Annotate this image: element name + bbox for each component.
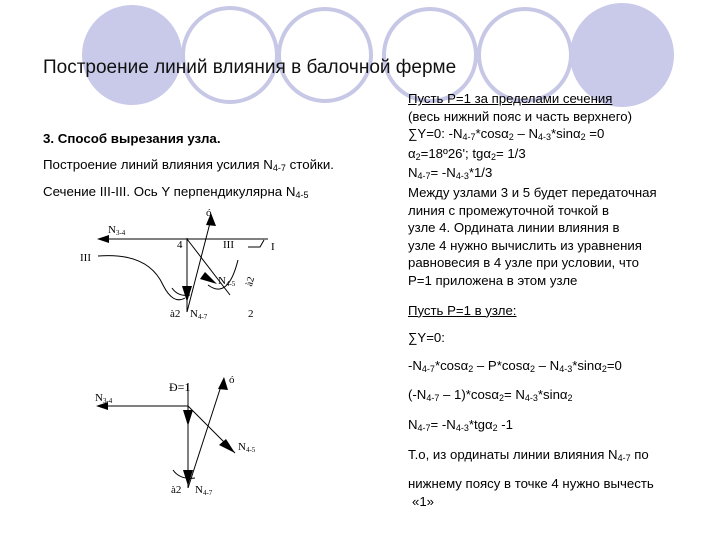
section-line — [98, 256, 185, 300]
p2-line5: равновесия в 4 узле при условии, что — [408, 255, 639, 271]
diagram1-label-a2: à2 — [170, 308, 181, 320]
deco-circle-filled-1 — [82, 5, 182, 105]
p3-eq2: -N4-7*cosα2 – P*cosα2 – N4-3*sinα2=0 — [408, 357, 622, 374]
diagram1-label-n34: N3-4 — [108, 224, 126, 237]
p3-eq4: N4-7= -N4-3*tgα2 -1 — [408, 416, 514, 433]
diagram2-label-a2: à2 — [171, 484, 182, 496]
p2-line6: Р=1 приложена в этом узле — [408, 272, 578, 288]
diagram1-label-n47: N4-7 — [190, 308, 208, 321]
p4-line2: нижнему поясу в точке 4 нужно вычесть — [408, 476, 654, 492]
diagram1-label-a2-side: à2 — [243, 275, 258, 288]
diagram2-label-p1: Ð=1 — [169, 380, 191, 394]
p3-eq1: ∑Y=0: — [408, 330, 445, 346]
right-text-block — [408, 90, 718, 510]
p1-arrow — [183, 410, 193, 426]
diagram1-label-i: I — [271, 241, 275, 253]
n34-arrow — [97, 235, 109, 243]
deco-circle-ring-2 — [279, 9, 371, 101]
left-text-block — [43, 126, 334, 206]
diagram1-label-iii-top: III — [223, 239, 234, 251]
diagram1-label-y: ó — [206, 207, 212, 219]
p1-line2: (весь нижний пояс и часть верхнего) — [408, 108, 632, 124]
node-diagram-1 — [78, 200, 278, 325]
y-axis-arrow — [218, 377, 228, 390]
diagram1-label-node: 4 — [177, 239, 183, 251]
p3-title: Пусть Р=1 в узле: — [408, 302, 517, 318]
p2-line3: узле 4. Ордината линии влияния в — [408, 220, 620, 236]
p2-line2: линия с промежуточной точкой в — [408, 202, 609, 218]
section-line-right — [248, 240, 264, 247]
p2-line4: узле 4 нужно вычислить из уравнения — [408, 237, 642, 253]
n45-arrow — [200, 272, 217, 284]
diagram1-label-n45: N4-5 — [218, 275, 236, 288]
p4-line1: Т.о, из ординаты линии влияния N4-7 по — [408, 446, 649, 463]
diagram2-label-n47: N4-7 — [195, 484, 213, 497]
method-line-3: Сечение III-III. Ось Y перпендикулярна N4-5 — [43, 184, 309, 200]
eq1: ∑Y=0: -N4-7*cosα2 – N4-3*sinα2 =0 — [408, 126, 605, 143]
eq3: N4-7= -N4-3*1/3 — [408, 165, 493, 182]
method-heading: 3. Способ вырезания узла. — [43, 131, 221, 146]
slide-title: Построение линий влияния в балочной ферме — [43, 57, 457, 78]
deco-circle-ring-4 — [479, 9, 571, 101]
method-line-2: Построение линий влияния усилия N4-7 стойки. — [43, 157, 334, 173]
deco-circle-ring-1 — [183, 8, 277, 102]
deco-circle-ring-3 — [384, 9, 476, 101]
node-diagram-2 — [85, 368, 285, 503]
p3-eq3: (-N4-7 – 1)*cosα2= N4-3*sinα2 — [408, 387, 573, 404]
p1-line1: Пусть Р=1 за пределами сечения — [408, 91, 613, 106]
diagram2-label-n45: N4-5 — [238, 441, 256, 454]
diagram2-label-y: ó — [229, 374, 235, 386]
p4-line3: «1» — [412, 493, 435, 509]
n45-arrow — [219, 439, 235, 453]
diagram1-label-2: 2 — [248, 308, 254, 320]
diagram2-label-n34: N3-4 — [95, 392, 113, 405]
eq2: α2=18º26'; tgα2= 1/3 — [408, 145, 526, 162]
p2-line1: Между узлами 3 и 5 будет передаточная — [408, 184, 657, 200]
diagram1-label-iii-left: III — [80, 252, 91, 264]
